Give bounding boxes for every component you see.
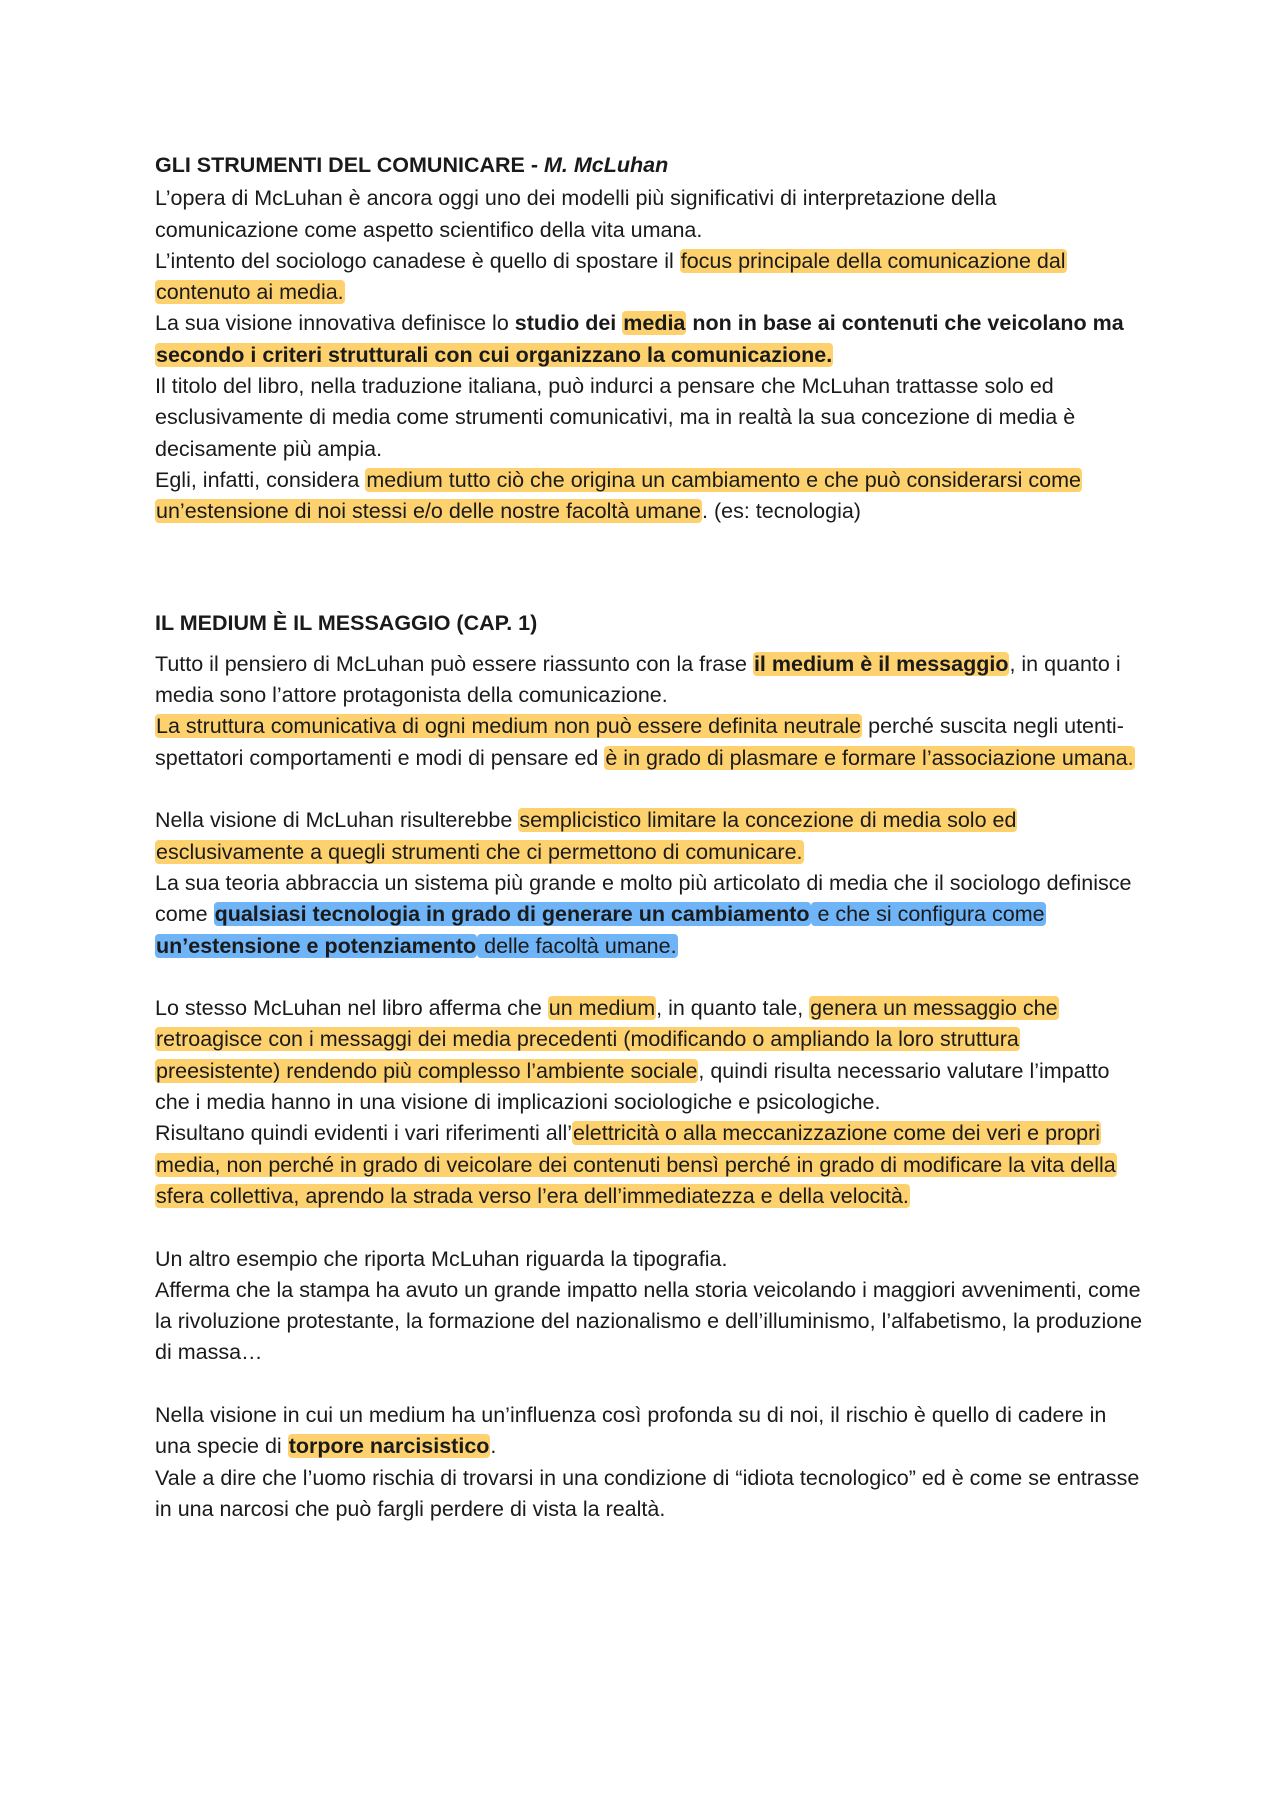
paragraph-riferimenti <box>155 1118 1145 1212</box>
paragraph-intro: L’opera di McLuhan è ancora oggi uno dei modelli più significativi di interpretazione della comunicazione come aspetto scientifico della vita umana. <box>155 186 997 242</box>
text-span: Nella visione di McLuhan risulterebbe <box>155 808 519 833</box>
text-span: . <box>490 1434 497 1459</box>
highlight-blue-bold: qualsiasi tecnologia in grado di generare un cambiamento <box>214 902 810 927</box>
highlight-blue-bold: un’estensione e potenziamento <box>156 933 477 958</box>
highlight-yellow: un medium <box>548 996 656 1021</box>
spacer <box>155 774 1145 805</box>
paragraph-titolo: Il titolo del libro, nella traduzione italiana, può indurci a pensare che McLuhan trattasse solo ed esclusivamente di media come strumenti comunicativi, ma in realtà la sua concezione di media è decisamente più ampia. <box>155 374 1076 461</box>
text-span: La sua visione innovativa definisce lo <box>155 311 515 336</box>
highlight-yellow: genera un messaggio che retroagisce con i messaggi dei media precedenti (modificando o ampliando la loro struttura preesistente) rendendo più complesso l’ambiente sociale <box>156 996 1058 1083</box>
paragraph-stampa: Afferma che la stampa ha avuto un grande impatto nella storia veicolando i maggiori avvenimenti, come la rivoluzione protestante, la formazione del nazionalismo e dell’illuminismo, l’alfabetismo, la produzione di massa… <box>155 1277 1143 1365</box>
paragraph-egli <box>155 465 1145 528</box>
text-span: Lo stesso McLuhan nel libro afferma che <box>155 996 548 1021</box>
title-author: M. McLuhan <box>543 153 669 177</box>
spacer <box>155 962 1145 993</box>
paragraph-stesso <box>155 993 1145 1118</box>
highlight-yellow: elettricità o alla meccanizzazione come dei veri e propri media, non perché in grado di veicolare dei contenuti bensì perché in grado di modificare la vita della sfera collettiva, aprendo la strada verso l’era dell’immediatezza e della velocità. <box>156 1121 1116 1208</box>
title-text: GLI STRUMENTI DEL COMUNICARE - <box>155 153 544 177</box>
bold-text: studio dei <box>514 311 623 336</box>
text-span: La sua teoria abbraccia un sistema più grande e molto più articolato di media che il sociologo definisce come <box>155 870 1132 927</box>
section-title-medium: IL MEDIUM È IL MESSAGGIO (CAP. 1) <box>155 610 538 635</box>
text-span: Nella visione in cui un medium ha un’influenza così profonda su di noi, il rischio è quello di cadere in una specie di <box>155 1402 1107 1459</box>
highlight-yellow-bold: il medium è il messaggio <box>753 651 1009 676</box>
highlight-yellow-bold: media <box>623 311 686 336</box>
text-span: , in quanto i media sono l’attore protagonista della comunicazione. <box>155 651 1121 708</box>
text-span: perché suscita negli utenti-spettatori comportamenti e modi di pensare ed <box>155 714 1124 770</box>
paragraph-idiota: Vale a dire che l’uomo rischia di trovarsi in una condizione di “idiota tecnologico” ed è come se entrasse in una narcosi che può fargli perdere di vista la realtà. <box>155 1465 1140 1521</box>
text-span: . (es: tecnologia) <box>702 499 861 524</box>
paragraph-teoria <box>155 868 1145 962</box>
text-span: , quindi risulta necessario valutare l’impatto che i media hanno in una visione di implicazioni sociologiche e psicologiche. <box>155 1058 1110 1115</box>
text-span: Tutto il pensiero di McLuhan può essere riassunto con la frase <box>155 651 753 676</box>
document-page <box>155 150 1145 1525</box>
highlight-yellow: è in grado di plasmare e formare l’associazione umana. <box>605 745 1134 770</box>
bold-text: non in base ai contenuti che veicolano ma <box>686 311 1124 336</box>
section-medium-messaggio <box>155 608 1145 1526</box>
spacer <box>155 1369 1145 1400</box>
spacer <box>155 1212 1145 1243</box>
text-span: , in quanto tale, <box>656 996 810 1021</box>
highlight-yellow-bold: torpore narcisistico <box>288 1434 490 1459</box>
text-span: Risultano quindi evidenti i vari riferimenti all’ <box>155 1121 573 1146</box>
highlight-yellow: semplicistico limitare la concezione di media solo ed esclusivamente a quegli strumenti che ci permettono di comunicare. <box>156 808 1017 864</box>
highlight-blue: delle facoltà umane. <box>478 933 677 958</box>
highlight-yellow: La struttura comunicativa di ogni medium non può essere definita neutrale <box>156 714 862 739</box>
paragraph-pensiero <box>155 649 1145 712</box>
paragraph-visione <box>155 308 1145 371</box>
highlight-yellow-bold: secondo i criteri strutturali con cui organizzano la comunicazione. <box>156 342 833 367</box>
paragraph-rischio <box>155 1400 1145 1463</box>
highlight-yellow: medium tutto ciò che origina un cambiamento e che può considerarsi come un’estensione di noi stessi e/o delle nostre facoltà umane <box>156 467 1081 524</box>
paragraph-semplicistico <box>155 805 1145 868</box>
highlight-blue: e che si configura come <box>811 902 1045 927</box>
text-span: Egli, infatti, considera <box>155 467 366 492</box>
paragraph-tipografia: Un altro esempio che riporta McLuhan riguarda la tipografia. <box>155 1246 728 1271</box>
section-title-strumenti <box>155 150 1145 181</box>
text-span: L’intento del sociologo canadese è quello di spostare il <box>155 248 680 273</box>
highlight-yellow: focus principale della comunicazione dal contenuto ai media. <box>156 248 1066 305</box>
paragraph-struttura <box>155 711 1145 774</box>
paragraph-intento <box>155 246 1145 309</box>
